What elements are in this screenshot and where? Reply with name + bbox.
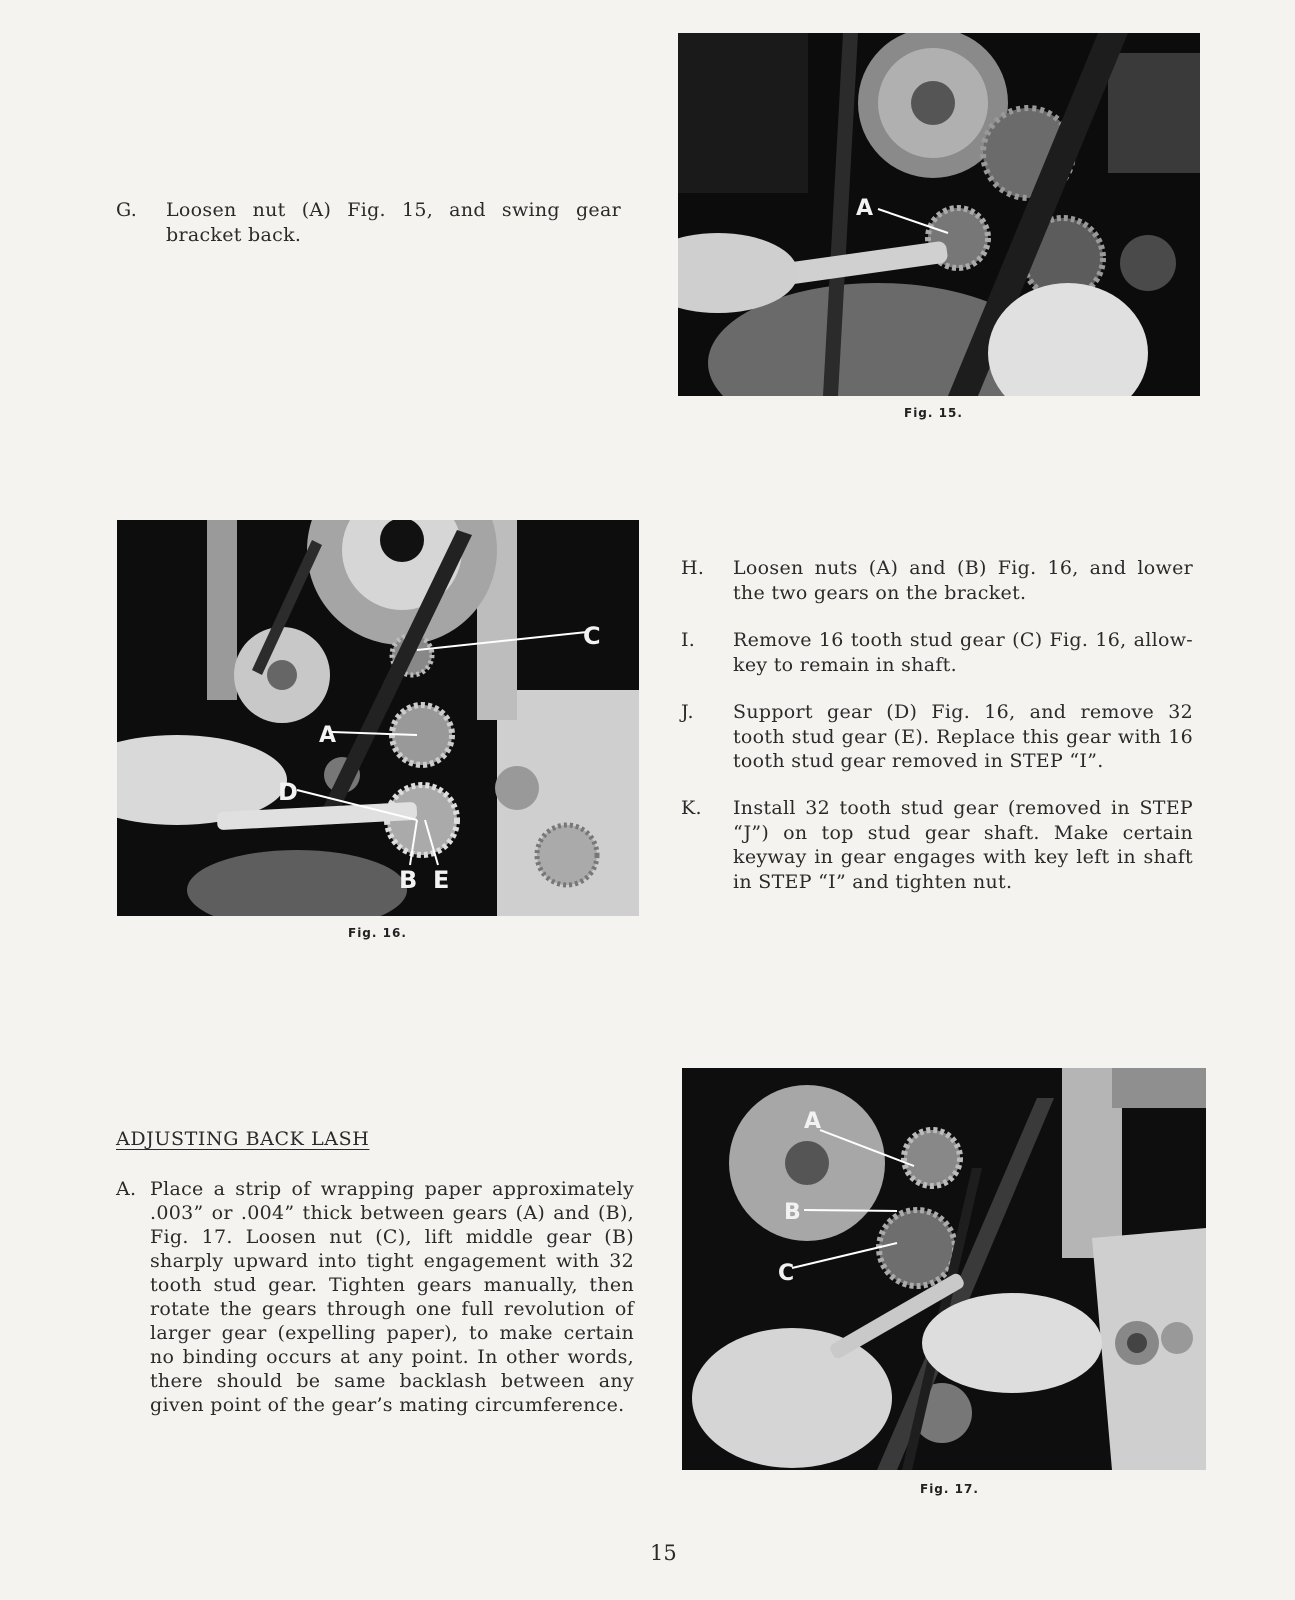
callout-label: A	[319, 723, 337, 748]
step-j	[681, 700, 1193, 775]
step-k	[681, 796, 1193, 896]
callout-label: B	[399, 866, 418, 894]
figure-17-caption: Fig. 17.	[920, 1482, 979, 1496]
figure-17-photo	[682, 1068, 1206, 1470]
step-letter: J.	[681, 701, 694, 723]
step-i	[681, 628, 1193, 680]
callout-label: B	[784, 1200, 801, 1225]
callout-label: C	[583, 622, 601, 650]
paragraph-letter: A.	[116, 1178, 137, 1200]
page-number: 15	[650, 1541, 677, 1565]
step-letter: G.	[116, 199, 138, 221]
backlash-paragraph	[116, 1177, 636, 1427]
figure-15-caption: Fig. 15.	[904, 406, 963, 420]
section-heading: ADJUSTING BACK LASH	[116, 1128, 370, 1150]
lathe-gear-photo	[117, 520, 639, 916]
figure-16-caption: Fig. 16.	[348, 926, 407, 940]
step-text: Install 32 tooth stud gear (removed in STEP “J”) on top stud gear shaft. Make certain keyway in gear engages with key left in shaft in STEP “I” and tighten nut.	[733, 797, 1193, 893]
step-text: Remove 16 tooth stud gear (C) Fig. 16, allow-key to remain in shaft.	[733, 629, 1193, 676]
step-letter: I.	[681, 629, 696, 651]
callout-label: D	[278, 778, 298, 806]
callout-label: A	[856, 196, 874, 221]
step-text: Loosen nut (A) Fig. 15, and swing gear bracket back.	[166, 199, 621, 246]
callout-label: A	[804, 1109, 822, 1134]
step-letter: K.	[681, 797, 702, 819]
lathe-gear-photo	[682, 1068, 1206, 1470]
lathe-gear-photo	[678, 33, 1200, 396]
step-text: Loosen nuts (A) and (B) Fig. 16, and lower the two gears on the bracket.	[733, 557, 1193, 604]
step-h	[681, 556, 1193, 608]
figure-16-photo	[117, 520, 639, 916]
figure-15-photo	[678, 33, 1200, 396]
step-text: Support gear (D) Fig. 16, and remove 32 tooth stud gear (E). Replace this gear with 16 tooth stud gear removed in STEP “I”.	[733, 701, 1193, 772]
step-letter: H.	[681, 557, 705, 579]
step-g	[116, 198, 636, 258]
callout-label: C	[778, 1261, 795, 1286]
callout-label: E	[433, 866, 450, 894]
paragraph-text: Place a strip of wrapping paper approximately .003” or .004” thick between gears (A) and (B), Fig. 17. Loosen nut (C), lift middle gear (B) sharply upward into tight engagement with 32 tooth stud gear. Tighten gears manually, then rotate the gears through one full revolution of larger gear (expelling paper), to make certain no binding occurs at any point. In other words, there should be same backlash between any given point of the gear’s mating circumference.	[150, 1178, 634, 1416]
